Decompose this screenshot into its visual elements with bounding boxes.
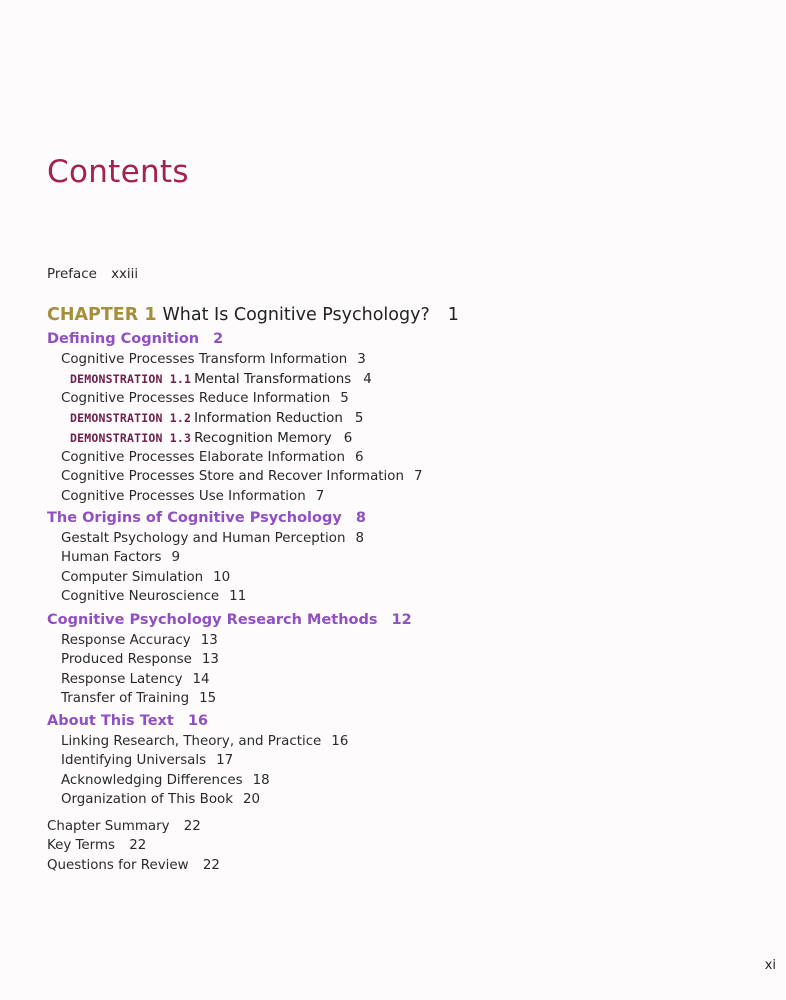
subsection-title: Response Latency (61, 671, 183, 687)
toc-entry-label: Chapter Summary (47, 819, 170, 834)
subsection-title: Acknowledging Differences (61, 772, 243, 788)
subsection-page: 18 (252, 772, 270, 788)
toc-subsection-entry (61, 690, 216, 708)
toc-demonstration-entry (70, 429, 352, 448)
toc-entry-label: Preface (47, 267, 97, 282)
subsection-page: 10 (213, 569, 231, 585)
section-page: 2 (213, 331, 224, 347)
subsection-page: 3 (357, 351, 366, 367)
toc-subsection-entry (61, 588, 246, 606)
subsection-page: 7 (413, 469, 423, 485)
subsection-page: 16 (331, 733, 349, 749)
subsection-title: Human Factors (61, 550, 162, 566)
toc-section-heading (47, 509, 366, 527)
toc-entry-page: xxiii (111, 267, 139, 282)
page-number: xi (764, 958, 776, 973)
demonstration-label: DEMONSTRATION 1.1 (70, 372, 192, 387)
toc-subsection-entry (61, 632, 218, 650)
subsection-title: Response Accuracy (61, 632, 191, 648)
demonstration-page: 4 (363, 372, 372, 388)
subsection-title: Cognitive Processes Reduce Information (61, 390, 331, 406)
toc-entry-page: 22 (202, 858, 220, 873)
section-title: About This Text (47, 713, 174, 729)
section-page: 12 (391, 612, 412, 628)
chapter-title: What Is Cognitive Psychology? (162, 305, 430, 325)
subsection-title: Cognitive Processes Transform Information (61, 351, 348, 367)
demonstration-page: 6 (343, 430, 353, 446)
demonstration-title: Information Reduction (194, 411, 343, 427)
subsection-page: 14 (192, 671, 210, 687)
subsection-page: 8 (355, 530, 364, 546)
toc-entry-preface (47, 266, 138, 284)
subsection-page: 6 (354, 449, 364, 465)
toc-subsection-entry (61, 530, 364, 548)
subsection-title: Cognitive Processes Use Information (61, 488, 306, 504)
section-page: 16 (187, 713, 208, 729)
subsection-title: Transfer of Training (61, 691, 190, 707)
toc-chapter-heading (47, 303, 459, 327)
toc-demonstration-entry (70, 409, 363, 428)
toc-entry-label: Questions for Review (47, 858, 189, 873)
subsection-title: Computer Simulation (61, 569, 204, 585)
demonstration-label: DEMONSTRATION 1.3 (70, 430, 192, 445)
subsection-title: Identifying Universals (61, 753, 207, 769)
toc-subsection-entry (61, 549, 180, 567)
subsection-title: Cognitive Neuroscience (61, 589, 220, 605)
subsection-title: Produced Response (61, 652, 192, 668)
subsection-title: Organization of This Book (61, 792, 233, 808)
section-title: The Origins of Cognitive Psychology (47, 510, 342, 526)
chapter-label: CHAPTER 1 (47, 305, 157, 325)
toc-section-heading (47, 330, 223, 348)
toc-subsection-entry (61, 569, 230, 587)
toc-subsection-entry (61, 651, 219, 669)
section-title: Defining Cognition (47, 331, 200, 347)
section-title: Cognitive Psychology Research Methods (47, 612, 378, 628)
toc-subsection-entry (61, 468, 422, 486)
toc-entry-page: 22 (129, 838, 147, 853)
subsection-title: Gestalt Psychology and Human Perception (61, 530, 346, 546)
toc-subsection-entry (61, 791, 260, 809)
toc-entry-questions-for-review (47, 857, 220, 875)
subsection-page: 5 (340, 390, 349, 406)
subsection-page: 17 (216, 753, 234, 769)
toc-subsection-entry (61, 449, 364, 467)
subsection-title: Cognitive Processes Store and Recover Information (61, 469, 404, 485)
demonstration-title: Recognition Memory (194, 430, 332, 446)
toc-entry-label: Key Terms (47, 838, 115, 853)
toc-subsection-entry (61, 733, 348, 751)
toc-entry-key-terms (47, 837, 146, 855)
chapter-page: 1 (447, 305, 459, 325)
toc-subsection-entry (61, 351, 366, 369)
toc-entry-chapter-summary (47, 818, 201, 836)
subsection-page: 13 (201, 652, 219, 668)
subsection-page: 9 (171, 550, 181, 566)
toc-entry-page: 22 (183, 819, 201, 834)
toc-subsection-entry (61, 488, 324, 506)
toc-subsection-entry (61, 671, 210, 689)
demonstration-page: 5 (354, 411, 364, 427)
toc-section-heading (47, 611, 412, 629)
toc-section-heading (47, 712, 208, 730)
subsection-page: 11 (229, 589, 247, 605)
page-title: Contents (47, 154, 189, 190)
section-page: 8 (355, 510, 366, 526)
subsection-page: 15 (199, 691, 217, 707)
subsection-page: 13 (200, 632, 218, 648)
toc-demonstration-entry (70, 370, 372, 389)
subsection-title: Cognitive Processes Elaborate Information (61, 449, 345, 465)
subsection-page: 7 (315, 488, 325, 504)
toc-subsection-entry (61, 772, 270, 790)
toc-subsection-entry (61, 752, 233, 770)
demonstration-title: Mental Transformations (194, 372, 352, 388)
subsection-page: 20 (242, 792, 261, 808)
demonstration-label: DEMONSTRATION 1.2 (70, 411, 192, 426)
subsection-title: Linking Research, Theory, and Practice (61, 733, 322, 749)
toc-subsection-entry (61, 390, 349, 408)
